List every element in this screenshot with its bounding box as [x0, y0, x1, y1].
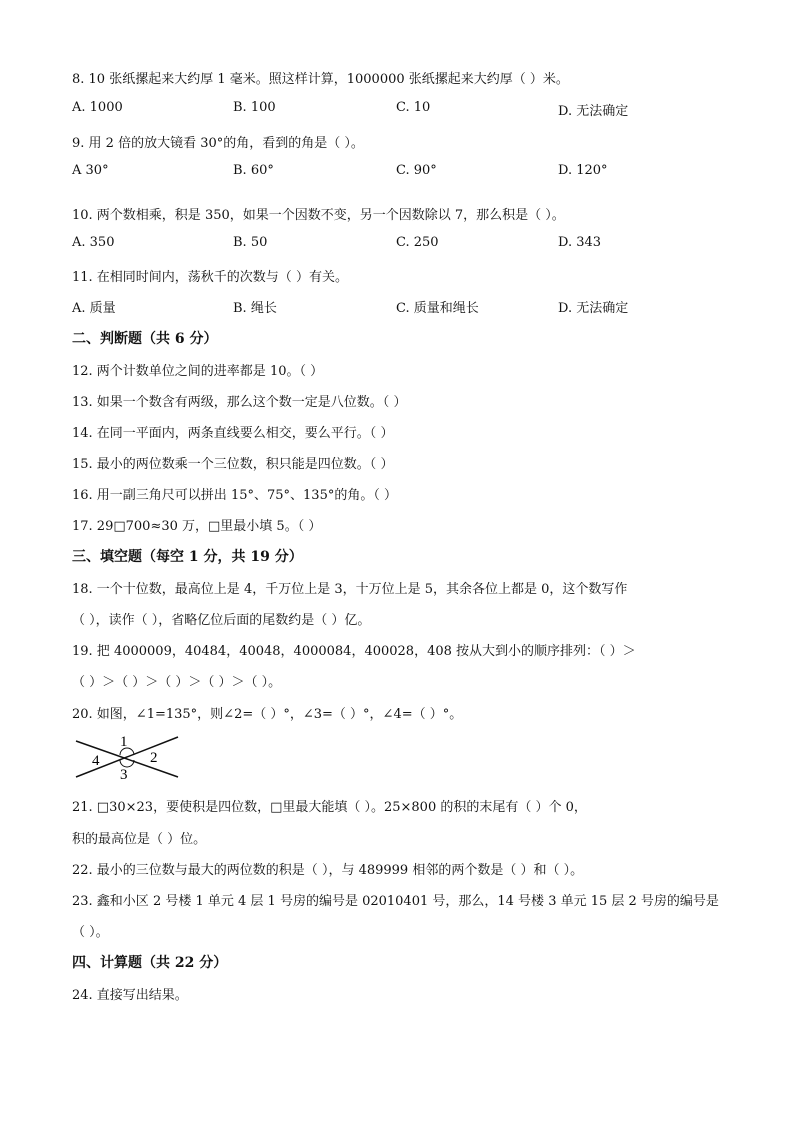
question-9-option-a: A 30° — [72, 163, 109, 178]
question-10-option-c: C. 250 — [396, 235, 439, 250]
question-21-line-1: 21. □30×23，要使积是四位数，□里最大能填（ ）。25×800 的积的末尾有（ ）个 0， — [72, 800, 587, 815]
question-16: 16. 用一副三角尺可以拼出 15°、75°、135°的角。（ ） — [72, 488, 397, 503]
question-11-stem: 11. 在相同时间内，荡秋千的次数与（ ）有关。 — [72, 270, 348, 285]
question-8-option-c: C. 10 — [396, 100, 431, 115]
question-18-line-1: 18. 一个十位数，最高位上是 4，千万位上是 3，十万位上是 5，其余各位上都是 0，这个数写作 — [72, 582, 628, 597]
question-10-stem: 10. 两个数相乘，积是 350，如果一个因数不变，另一个因数除以 7，那么积是（ ）。 — [72, 208, 565, 223]
question-8-option-d: D. 无法确定 — [558, 104, 629, 119]
question-8-stem: 8. 10 张纸摞起来大约厚 1 毫米。照这样计算，1000000 张纸摞起来大约厚（ ）米。 — [72, 72, 569, 87]
question-21-line-2: 积的最高位是（ ）位。 — [72, 832, 207, 847]
question-14: 14. 在同一平面内，两条直线要么相交，要么平行。（ ） — [72, 426, 394, 441]
question-22: 22. 最小的三位数与最大的两位数的积是（ ），与 489999 相邻的两个数是（ ）和（ ）。 — [72, 863, 584, 878]
question-13: 13. 如果一个数含有两级，那么这个数一定是八位数。（ ） — [72, 395, 407, 410]
question-12: 12. 两个计数单位之间的进率都是 10。（ ） — [72, 364, 324, 379]
question-15: 15. 最小的两位数乘一个三位数，积只能是四位数。（ ） — [72, 457, 394, 472]
question-8-option-b: B. 100 — [233, 100, 276, 115]
question-11-option-b: B. 绳长 — [233, 301, 277, 316]
question-9-stem: 9. 用 2 倍的放大镜看 30°的角，看到的角是（ ）。 — [72, 136, 364, 151]
question-24: 24. 直接写出结果。 — [72, 988, 188, 1003]
angle-label-2: 2 — [150, 750, 158, 766]
section-2-heading: 二、判断题（共 6 分） — [72, 331, 218, 347]
question-10-option-b: B. 50 — [233, 235, 268, 250]
question-9-option-b: B. 60° — [233, 163, 274, 178]
question-11-option-a: A. 质量 — [72, 301, 116, 316]
question-23-line-2: （ ）。 — [72, 925, 109, 940]
question-11-option-d: D. 无法确定 — [558, 301, 629, 316]
question-23-line-1: 23. 鑫和小区 2 号楼 1 单元 4 层 1 号房的编号是 02010401 号，那么，14 号楼 3 单元 15 层 2 号房的编号是 — [72, 894, 719, 909]
question-11-option-c: C. 质量和绳长 — [396, 301, 479, 316]
question-8-option-a: A. 1000 — [72, 100, 123, 115]
angle-label-1: 1 — [120, 734, 128, 750]
question-18-line-2: （ ），读作（ ），省略亿位后面的尾数约是（ ）亿。 — [72, 613, 371, 628]
question-10-option-d: D. 343 — [558, 235, 602, 250]
question-9-option-d: D. 120° — [558, 163, 608, 178]
question-19-line-1: 19. 把 4000009，40484，40048，4000084，400028，408 按从大到小的顺序排列：（ ）＞ — [72, 644, 636, 659]
question-20-stem: 20. 如图，∠1=135°，则∠2=（ ）°，∠3=（ ）°，∠4=（ ）°。 — [72, 707, 463, 722]
question-10-option-a: A. 350 — [72, 235, 115, 250]
intersecting-lines-figure — [72, 731, 182, 785]
question-19-line-2: （ ）＞（ ）＞（ ）＞（ ）＞（ ）。 — [72, 675, 282, 690]
question-17: 17. 29□700≈30 万，□里最小填 5。（ ） — [72, 519, 322, 534]
angle-label-3: 3 — [120, 767, 128, 783]
question-9-option-c: C. 90° — [396, 163, 437, 178]
section-4-heading: 四、计算题（共 22 分） — [72, 955, 228, 971]
section-3-heading: 三、填空题（每空 1 分，共 19 分） — [72, 549, 303, 565]
angle-label-4: 4 — [92, 753, 100, 769]
